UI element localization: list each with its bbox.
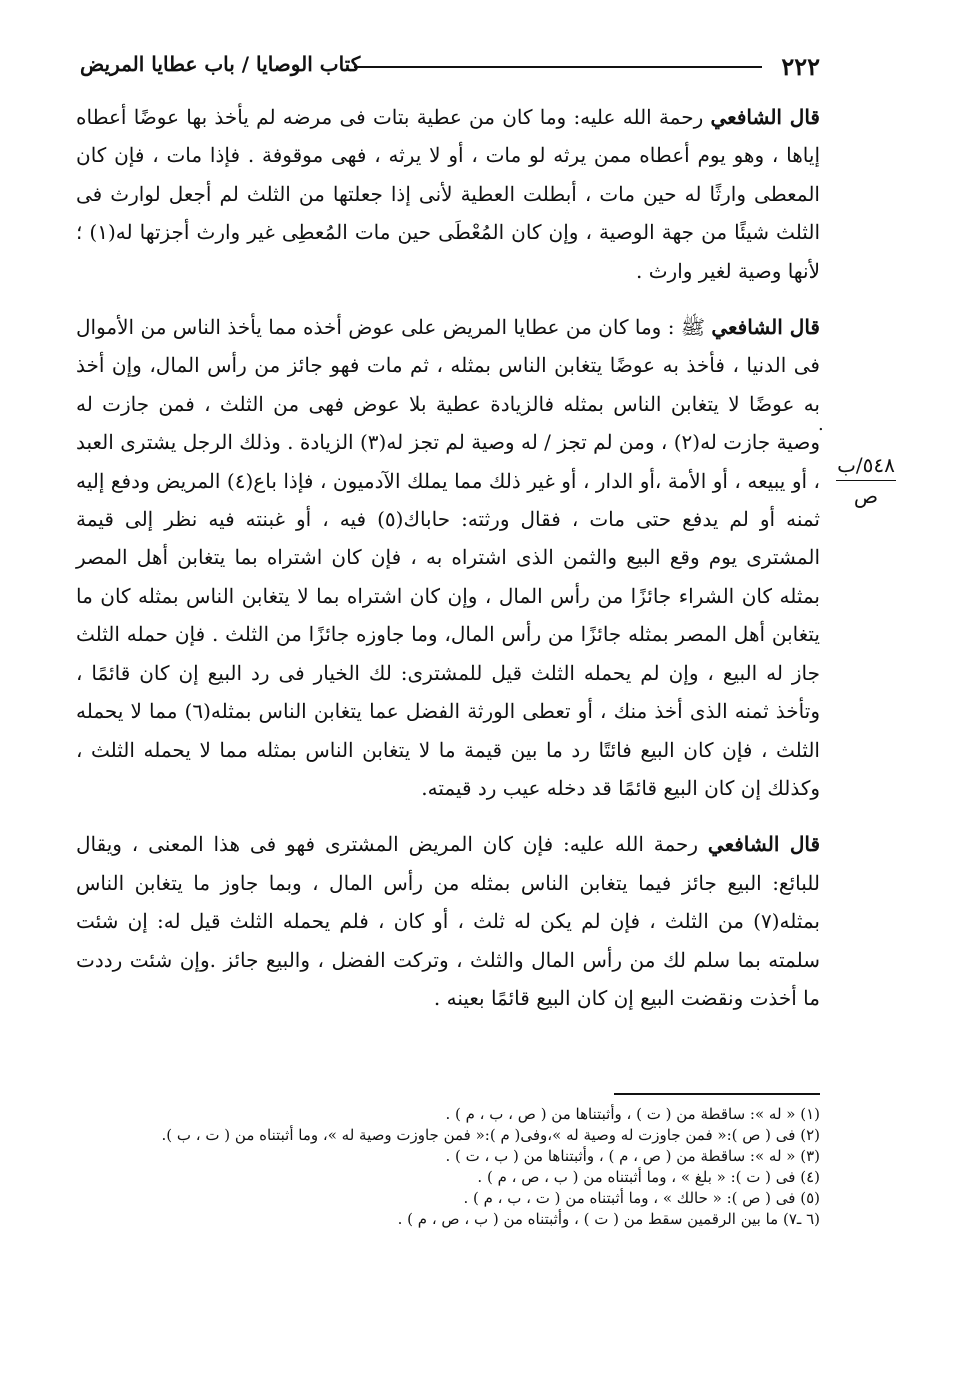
footnote: (٦ ـ٧) ما بين الرقمين سقط من ( ت ) ، وأثبتناه من ( ب ، ص ، م ) . [397,1210,820,1228]
footnote: (٤) فى ( ت ): « بلغ » ، وما أثبتناه من ( ب ، ص ، م ) . [477,1168,820,1186]
paragraph [76,825,820,1017]
paragraph [76,308,820,807]
margin-folio-note [836,450,896,511]
footnote-rule [614,1093,820,1095]
paragraph-text: رحمة الله عليه: فإن كان المريض المشترى فهو فى هذا المعنى ، ويقال للبائع: البيع جائز فيما يتغابن الناس بمثله من رأس المال ، وبما جاوز ما يتغابن الناس بمثله(٧) من الثلث ، فإن لم يكن له ثلث ، أو كان ، فلم يحمله الثلث قيل له: إن شئت سلمته بما سلم لك من رأس المال والثلث ، وتركت الفضل ، والبيع جائز .وإن شئت رددت ما أخذت ونقضت البيع إن كان البيع قائمًا بعينه . [76,832,820,1010]
speaker-label: قال الشافعي [711,315,820,340]
header-rule [354,66,762,68]
body-text [76,98,820,1017]
folio-reference: ٥٤٨/ب [836,450,896,481]
margin-dot: . [818,414,824,435]
speaker-label: قال الشافعي [707,832,820,857]
paragraph [76,98,820,290]
paragraph-text: ﷺ : وما كان من عطايا المريض على عوض أخذه مما يأخذ الناس من الأموال فى الدنيا ، فأخذ به عوضًا يتغابن الناس بمثله ، ثم مات فهو جائز من رأس المال، وإن أخذ به عوضًا لا يتغابن الناس بمثله فالزيادة عطية بلا عوض فهى من الثلث ، فمن جازت له وصية جازت له(٢) ، ومن لم تجز / له وصية لم تجز له(٣) الزيادة . وذلك الرجل يشترى العبد ، أو يبيعه ، أو الأمة ،أو الدار ، أو غير ذلك مما يملك الآدميون ، فإذا باع(٤) المريض ودفع إليه ثمنه أو لم يدفع حتى مات ، فقال ورثته: حاباك(٥) فيه ، أو غبنته فيه نظر إلى قيمة المشترى يوم وقع البيع والثمن الذى اشتراه به ، فإن كان اشتراه بما يتغابن أهل المصر بمثله كان الشراء جائزًا من رأس المال ، وإن كان اشتراه بما لا يتغابن الناس بمثله كان ما يتغابن أهل المصر بمثله جائزًا من رأس المال، وما جاوزه جائزًا من الثلث . فإن حمله الثلث جاز له البيع ، وإن لم يحمله الثلث قيل للمشترى: لك الخيار فى رد البيع إن كان قائمًا ، وتأخذ ثمنه الذى أخذ منك ، أو تعطى الورثة الفضل عما يتغابن الناس بمثله(٦) مما لا يحمله الثلث ، فإن كان البيع فائتًا رد ما بين قيمة ما لا يتغابن الناس بمثله مما لا يحمله الثلث ، وكذلك إن كان البيع قائمًا قد دخله عيب رد قيمته. [76,315,820,800]
manuscript-siglum: ص [853,484,879,508]
paragraph-text: رحمة الله عليه: وما كان من عطية بتات فى مرضه لم يأخذ بها عوضًا أعطاه إياها ، وهو يوم أعطاه ممن يرثه لو مات ، أو لا يرثه ، فهى موقوفة . فإذا مات ، فإن كان المعطى وارثًا له حين مات ، أبطلت العطية لأنى إذا جعلتها من الثلث لم أجعل لوارث فى الثلث شيئًا من جهة الوصية ، وإن كان المُعْطَى حين مات المُعطِى غير وارث أجزتها له(١) ؛ لأنها وصية لغير وارث . [76,105,820,283]
page-number: ٢٢٢ [781,52,820,81]
footnote: (١) « له »: ساقطة من ( ت ) ، وأثبتناها من ( ص ، ب ، م ) . [445,1105,820,1123]
running-title: كتاب الوصايا / باب عطايا المريض [80,52,361,76]
footnote: (٢) فى ( ص ):« فمن جاوزت له وصية له »،وفى( م ):« فمن جاوزت وصية له »، وما أثبتناه من ( ت ، ب ). [161,1126,820,1144]
page-header [80,52,820,86]
speaker-label: قال الشافعي [710,105,820,129]
footnote: (٣) « له »: ساقطة من ( ص ، م ) ، وأثبتناها من ( ب ، ت ) . [445,1147,820,1165]
footnote: (٥) فى ( ص ): « حالك » ، وما أثبتناه من ( ت ، ب ، م ) . [463,1189,820,1207]
footnotes [70,1104,820,1230]
